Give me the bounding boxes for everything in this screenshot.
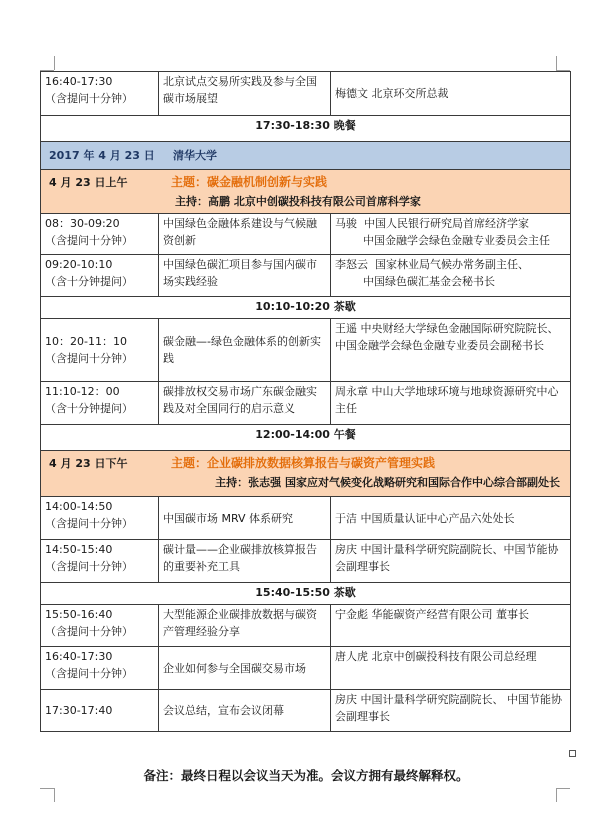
break-label: 12:00-14:00 午餐 bbox=[41, 425, 571, 451]
day-header-row bbox=[41, 142, 571, 170]
topic-cell: 企业如何参与全国碳交易市场 bbox=[159, 647, 331, 690]
session-host: 主持：张志强 国家应对气候变化战略研究和国际合作中心综合部副处长 bbox=[215, 476, 560, 489]
speaker-cell: 宁金彪 华能碳资产经营有限公司 董事长 bbox=[331, 605, 571, 647]
day-venue: 清华大学 bbox=[173, 149, 217, 162]
time-cell: 14:50-15:40 （含提问十分钟） bbox=[41, 540, 159, 583]
time-cell: 17:30-17:40 bbox=[41, 690, 159, 732]
table-row bbox=[41, 72, 571, 116]
time-cell: 16:40-17:30 （含提问十分钟） bbox=[41, 72, 159, 116]
table-row bbox=[41, 690, 571, 732]
topic-cell: 中国绿色金融体系建设与气候融资创新 bbox=[159, 214, 331, 255]
break-label: 17:30-18:30 晚餐 bbox=[41, 116, 571, 142]
crop-mark bbox=[40, 788, 54, 789]
table-resize-handle[interactable] bbox=[569, 750, 576, 757]
break-label: 10:10-10:20 茶歇 bbox=[41, 297, 571, 319]
table-row bbox=[41, 382, 571, 425]
session-theme: 主题：企业碳排放数据核算报告与碳资产管理实践 bbox=[171, 455, 436, 470]
day-date: 2017 年 4 月 23 日 bbox=[49, 149, 155, 162]
crop-mark bbox=[54, 788, 55, 802]
speaker-cell: 李怒云 国家林业局气候办常务副主任、 中国绿色碳汇基金会秘书长 bbox=[331, 255, 571, 297]
topic-cell: 会议总结，宣布会议闭幕 bbox=[159, 690, 331, 732]
session-theme: 主题：碳金融机制创新与实践 bbox=[171, 174, 328, 189]
time-cell: 16:40-17:30 （含提问十分钟） bbox=[41, 647, 159, 690]
break-row bbox=[41, 116, 571, 142]
schedule-table bbox=[40, 71, 571, 732]
speaker-cell: 梅德文 北京环交所总裁 bbox=[331, 72, 571, 116]
time-cell: 10：20-11：10 （含提问十分钟） bbox=[41, 319, 159, 382]
crop-mark bbox=[556, 788, 570, 789]
time-cell: 11:10-12：00 （含十分钟提问） bbox=[41, 382, 159, 425]
speaker-cell: 房庆 中国计量科学研究院副院长、 中国节能协会副理事长 bbox=[331, 690, 571, 732]
time-cell: 09:20-10:10 （含十分钟提问） bbox=[41, 255, 159, 297]
crop-mark bbox=[556, 788, 557, 802]
session-header-row bbox=[41, 451, 571, 497]
speaker-cell: 唐人虎 北京中创碳投科技有限公司总经理 bbox=[331, 647, 571, 690]
topic-cell: 大型能源企业碳排放数据与碳资产管理经验分享 bbox=[159, 605, 331, 647]
speaker-cell: 房庆 中国计量科学研究院副院长、中国节能协会副理事长 bbox=[331, 540, 571, 583]
topic-cell: 碳排放权交易市场广东碳金融实践及对全国同行的启示意义 bbox=[159, 382, 331, 425]
speaker-cell: 于洁 中国质量认证中心产品六处处长 bbox=[331, 497, 571, 540]
table-row bbox=[41, 255, 571, 297]
break-label: 15:40-15:50 茶歇 bbox=[41, 583, 571, 605]
speaker-cell: 马骏 中国人民银行研究局首席经济学家 中国金融学会绿色金融专业委员会主任 bbox=[331, 214, 571, 255]
speaker-cell: 周永章 中山大学地球环境与地球资源研究中心主任 bbox=[331, 382, 571, 425]
session-header bbox=[41, 170, 571, 214]
table-row bbox=[41, 647, 571, 690]
speaker-cell: 王遥 中央财经大学绿色金融国际研究院院长、中国金融学会绿色金融专业委员会副秘书长 bbox=[331, 319, 571, 382]
session-host: 主持：高鹏 北京中创碳投科技有限公司首席科学家 bbox=[175, 195, 421, 208]
table-row bbox=[41, 497, 571, 540]
time-cell: 08：30-09:20 （含提问十分钟） bbox=[41, 214, 159, 255]
time-cell: 14:00-14:50 （含提问十分钟） bbox=[41, 497, 159, 540]
time-cell: 15:50-16:40 （含提问十分钟） bbox=[41, 605, 159, 647]
footnote: 备注：最终日程以会议当天为准。会议方拥有最终解释权。 bbox=[143, 768, 469, 783]
session-header bbox=[41, 451, 571, 497]
table-row bbox=[41, 605, 571, 647]
break-row bbox=[41, 297, 571, 319]
crop-mark bbox=[556, 56, 557, 70]
day-header bbox=[41, 142, 571, 170]
topic-cell: 碳计量——企业碳排放核算报告的重要补充工具 bbox=[159, 540, 331, 583]
table-row bbox=[41, 214, 571, 255]
topic-cell: 中国碳市场 MRV 体系研究 bbox=[159, 497, 331, 540]
session-when: 4 月 23 日下午 bbox=[49, 456, 128, 470]
break-row bbox=[41, 583, 571, 605]
topic-cell: 碳金融—-绿色金融体系的创新实践 bbox=[159, 319, 331, 382]
table-row bbox=[41, 319, 571, 382]
break-row bbox=[41, 425, 571, 451]
topic-cell: 中国绿色碳汇项目参与国内碳市场实践经验 bbox=[159, 255, 331, 297]
topic-cell: 北京试点交易所实践及参与全国碳市场展望 bbox=[159, 72, 331, 116]
session-when: 4 月 23 日上午 bbox=[49, 175, 128, 189]
session-header-row bbox=[41, 170, 571, 214]
crop-mark bbox=[54, 56, 55, 70]
table-row bbox=[41, 540, 571, 583]
